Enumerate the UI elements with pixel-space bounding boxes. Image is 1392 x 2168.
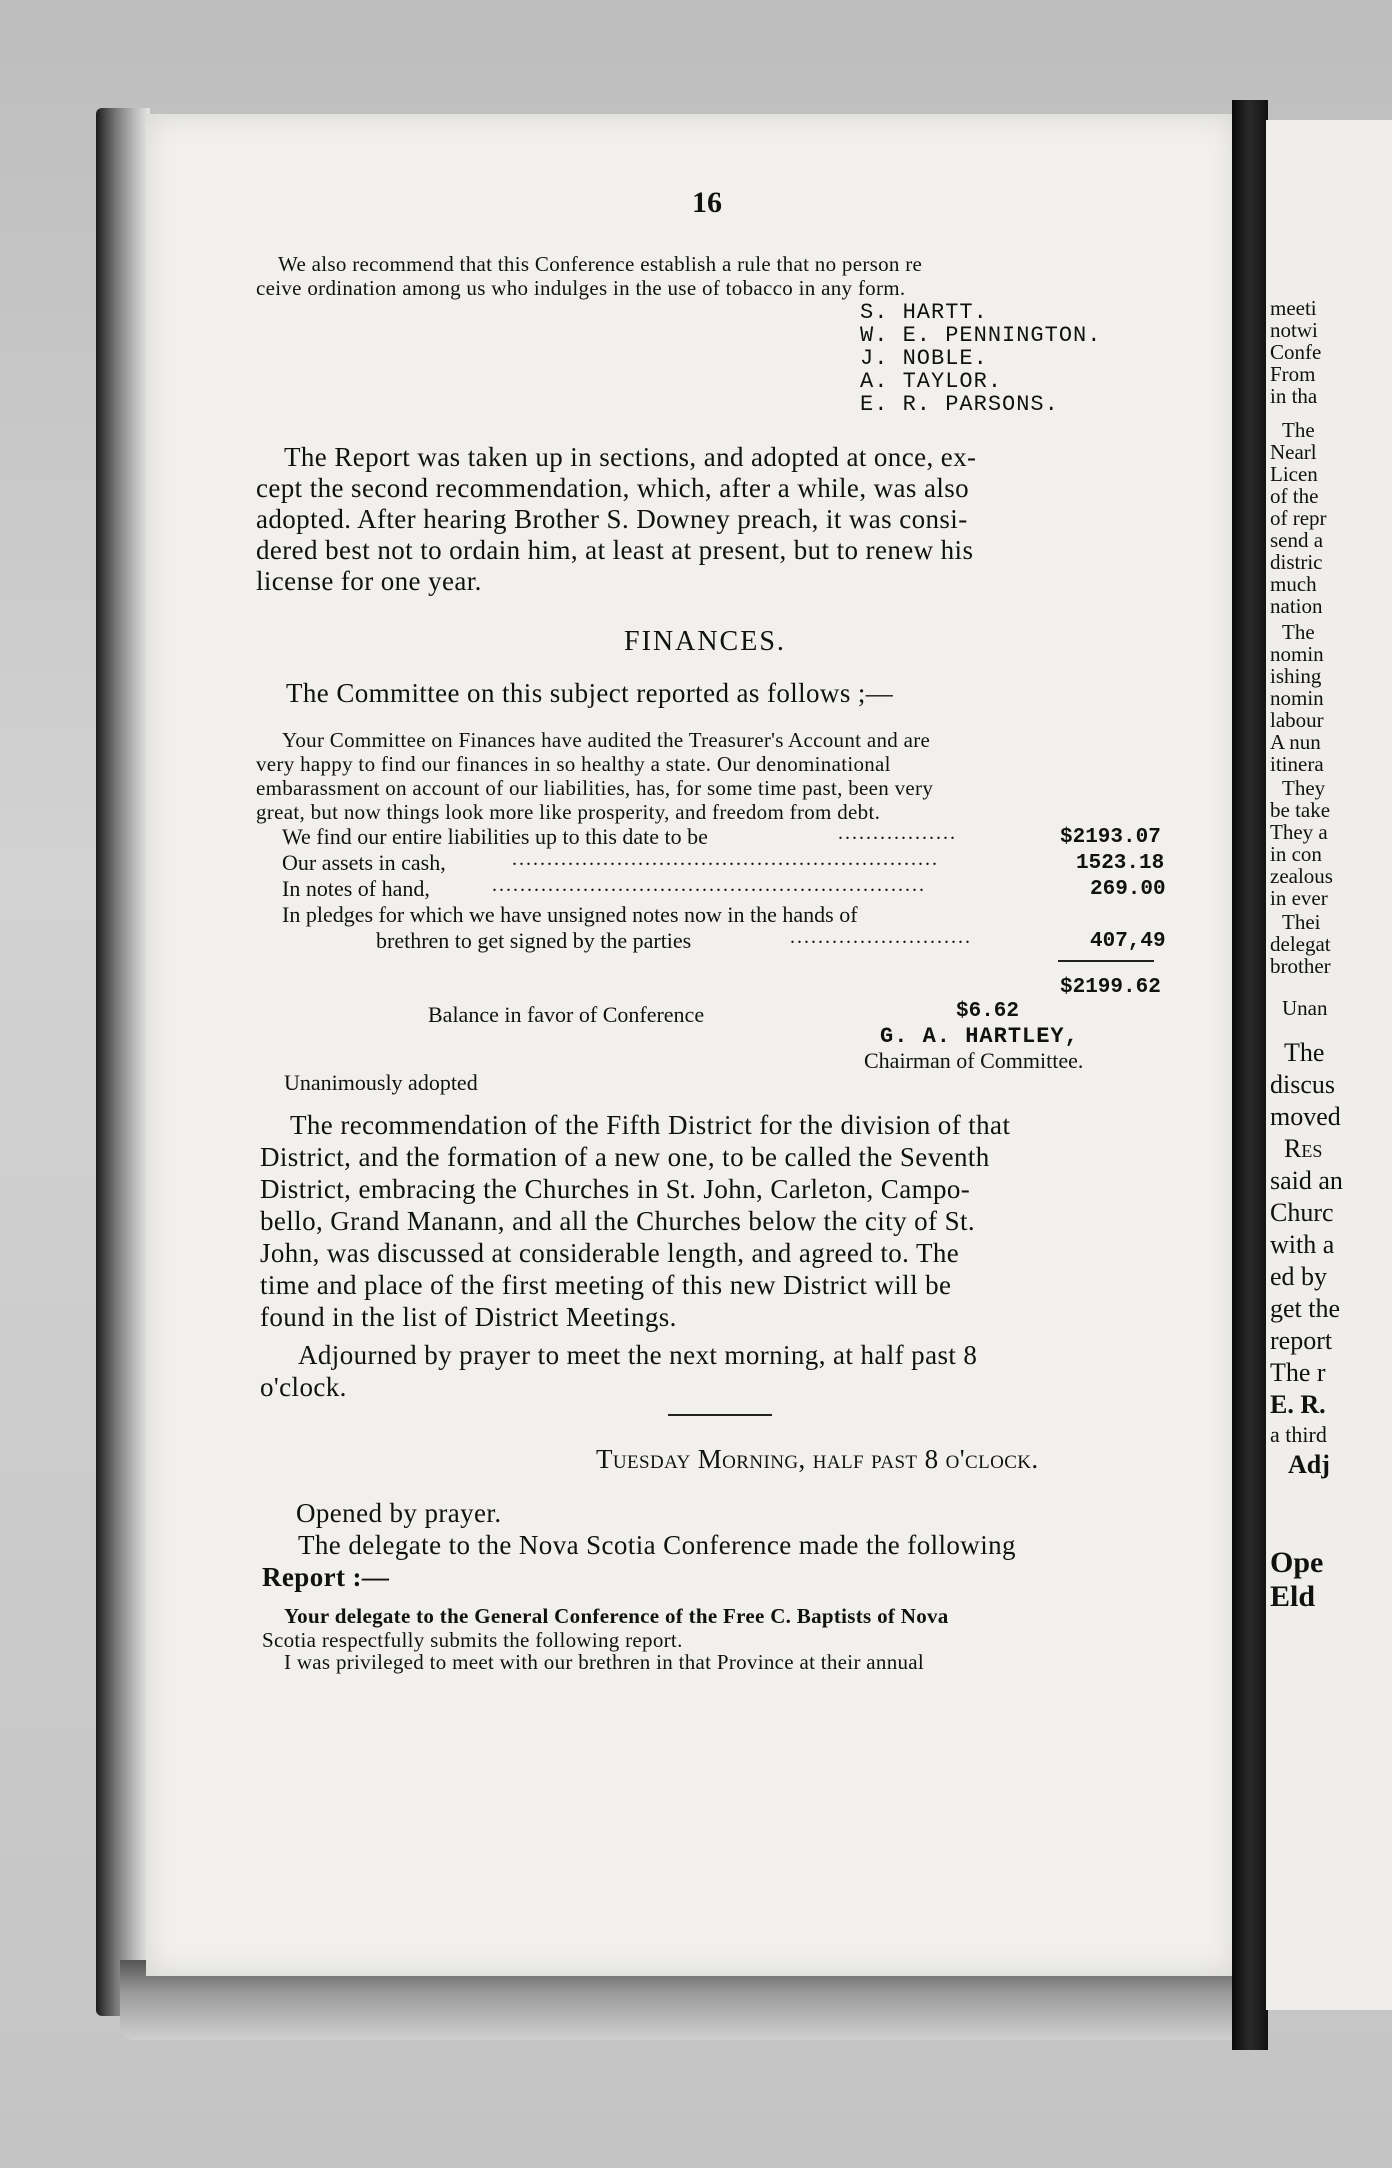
leader-dots: ................. — [838, 822, 957, 844]
fragment-line: They a — [1270, 820, 1328, 844]
fragment-line: E. R. — [1270, 1390, 1326, 1419]
report-line: Your delegate to the General Conference of the Free C. Baptists of Nova — [284, 1604, 949, 1628]
opened-line: Opened by prayer. — [296, 1498, 502, 1528]
paragraph-line: The Report was taken up in sections, and adopted at once, ex- — [284, 442, 977, 472]
fragment-line: Thei — [1282, 910, 1321, 934]
ledger-amount: 407,49 — [1090, 930, 1166, 953]
fragment-line: The r — [1270, 1358, 1326, 1387]
tuesday-heading: Tuesday Morning, half past 8 o'clock. — [596, 1444, 1039, 1474]
paragraph-line: District, embracing the Churches in St. John, Carleton, Campo- — [260, 1174, 971, 1204]
chairman-name: G. A. HARTLEY, — [880, 1024, 1079, 1049]
fragment-line: From — [1270, 362, 1316, 386]
fragment-line: The — [1284, 1038, 1325, 1067]
fragment-line: discus — [1270, 1070, 1335, 1099]
fragment-line: of repr — [1270, 506, 1327, 530]
fragment-line: nation — [1270, 594, 1323, 618]
fragment-line: Res — [1284, 1134, 1323, 1163]
fragment-line: The — [1282, 418, 1315, 442]
report-line: embarassment on account of our liabilities, has, for some time past, been very — [256, 776, 934, 800]
paragraph-line: time and place of the first meeting of this new District will be — [260, 1270, 952, 1300]
fragment-line: brother — [1270, 954, 1331, 978]
book-spine-edge — [96, 108, 150, 2016]
report-line: Scotia respectfully submits the following report. — [262, 1628, 683, 1652]
fragment-line: with a — [1270, 1230, 1335, 1259]
right-page-fragment — [1266, 120, 1392, 2010]
report-line: Your Committee on Finances have audited the Treasurer's Account and are — [282, 728, 931, 752]
fragment-line: nomin — [1270, 642, 1324, 666]
chairman-title: Chairman of Committee. — [864, 1048, 1084, 1073]
adjourned-line: Adjourned by prayer to meet the next morning, at half past 8 — [298, 1340, 978, 1370]
section-rule — [668, 1414, 772, 1416]
fragment-line: report — [1270, 1326, 1333, 1355]
fragment-line: Licen — [1270, 462, 1318, 486]
finances-heading: FINANCES. — [624, 626, 786, 657]
fragment-line: a third — [1270, 1422, 1327, 1447]
paragraph-line: District, and the formation of a new one, to be called the Seventh — [260, 1142, 990, 1172]
fragment-line: be take — [1270, 798, 1331, 822]
fragment-line: in con — [1270, 842, 1322, 866]
delegate-line: The delegate to the Nova Scotia Conference made the following — [298, 1530, 1016, 1560]
fragment-line: Adj — [1288, 1450, 1330, 1479]
fragment-line: in tha — [1270, 384, 1318, 408]
ledger-label: We find our entire liabilities up to this date to be — [282, 824, 708, 849]
fragment-line: nomin — [1270, 686, 1324, 710]
fragment-line: notwi — [1270, 318, 1318, 342]
ledger-label: brethren to get signed by the parties — [376, 928, 692, 953]
paragraph-line: adopted. After hearing Brother S. Downey preach, it was consi- — [256, 504, 968, 534]
total-rule — [1058, 960, 1154, 962]
paragraph-line: found in the list of District Meetings. — [260, 1302, 677, 1332]
fragment-line: moved — [1270, 1102, 1341, 1131]
fragment-line: Nearl — [1270, 440, 1317, 464]
leader-dots: .............................................................. — [492, 874, 926, 896]
paragraph-line: John, was discussed at considerable length, and agreed to. The — [260, 1238, 960, 1268]
delegate-line: Report :— — [262, 1562, 390, 1592]
report-line: I was privileged to meet with our brethren in that Province at their annual — [284, 1650, 925, 1674]
book-gutter — [1232, 100, 1268, 2050]
paragraph-line: license for one year. — [256, 566, 482, 596]
ledger-amount: 269.00 — [1090, 878, 1166, 901]
fragment-line: Ope — [1270, 1546, 1324, 1579]
intro-line-2: ceive ordination among us who indulges in the use of tobacco in any form. — [256, 276, 906, 300]
signatory: S. HARTT. — [860, 300, 988, 325]
fragment-line: send a — [1270, 528, 1324, 552]
fragment-line: much — [1270, 572, 1317, 596]
fragment-line: They — [1282, 776, 1326, 800]
leader-dots: .......................... — [790, 926, 972, 948]
balance-label: Balance in favor of Conference — [428, 1002, 705, 1027]
fragment-line: The — [1282, 620, 1315, 644]
paragraph-line: dered best not to ordain him, at least at present, but to renew his — [256, 535, 974, 565]
fragment-line: delegat — [1270, 932, 1331, 956]
page-number: 16 — [692, 186, 722, 219]
ledger-total: $2199.62 — [1060, 976, 1161, 999]
report-line: very happy to find our finances in so healthy a state. Our denominational — [256, 752, 891, 776]
paragraph-line: bello, Grand Manann, and all the Churches below the city of St. — [260, 1206, 976, 1236]
fragment-line: get the — [1270, 1294, 1341, 1323]
fragment-line: labour — [1270, 708, 1324, 732]
ledger-amount: $2193.07 — [1060, 826, 1161, 849]
fragment-line: ishing — [1270, 664, 1322, 688]
signatory: W. E. PENNINGTON. — [860, 323, 1102, 348]
fragment-line: A nun — [1270, 730, 1321, 754]
fragment-line: Unan — [1282, 996, 1328, 1020]
fragment-line: in ever — [1270, 886, 1328, 910]
ledger-amount: 1523.18 — [1076, 852, 1165, 875]
signatory: A. TAYLOR. — [860, 369, 1003, 394]
paragraph-line: The recommendation of the Fifth District for the division of that — [290, 1110, 1011, 1140]
ledger-label: Our assets in cash, — [282, 850, 446, 875]
adjourned-line: o'clock. — [260, 1372, 347, 1402]
committee-intro: The Committee on this subject reported as follows ;— — [286, 678, 894, 708]
fragment-line: distric — [1270, 550, 1323, 574]
ledger-label: In notes of hand, — [282, 876, 430, 901]
leader-dots: ............................................................. — [512, 848, 939, 870]
fragment-line: itinera — [1270, 752, 1324, 776]
fragment-line: Eld — [1270, 1580, 1316, 1613]
unanimous-note: Unanimously adopted — [284, 1070, 478, 1095]
balance-amount: $6.62 — [956, 1000, 1020, 1023]
fragment-line: zealous — [1270, 864, 1333, 888]
fragment-line: meeti — [1270, 296, 1317, 320]
fragment-line: ed by — [1270, 1262, 1328, 1291]
signatory: J. NOBLE. — [860, 346, 988, 371]
fragment-line: of the — [1270, 484, 1319, 508]
signatory: E. R. PARSONS. — [860, 392, 1059, 417]
report-line: great, but now things look more like prosperity, and freedom from debt. — [256, 800, 881, 824]
fragment-line: Confe — [1270, 340, 1322, 364]
ledger-label: In pledges for which we have unsigned notes now in the hands of — [282, 902, 858, 927]
fragment-line: said an — [1270, 1166, 1343, 1195]
intro-line-1: We also recommend that this Conference establish a rule that no person re — [278, 252, 923, 276]
paragraph-line: cept the second recommendation, which, after a while, was also — [256, 473, 970, 503]
fragment-line: Churc — [1270, 1198, 1334, 1227]
